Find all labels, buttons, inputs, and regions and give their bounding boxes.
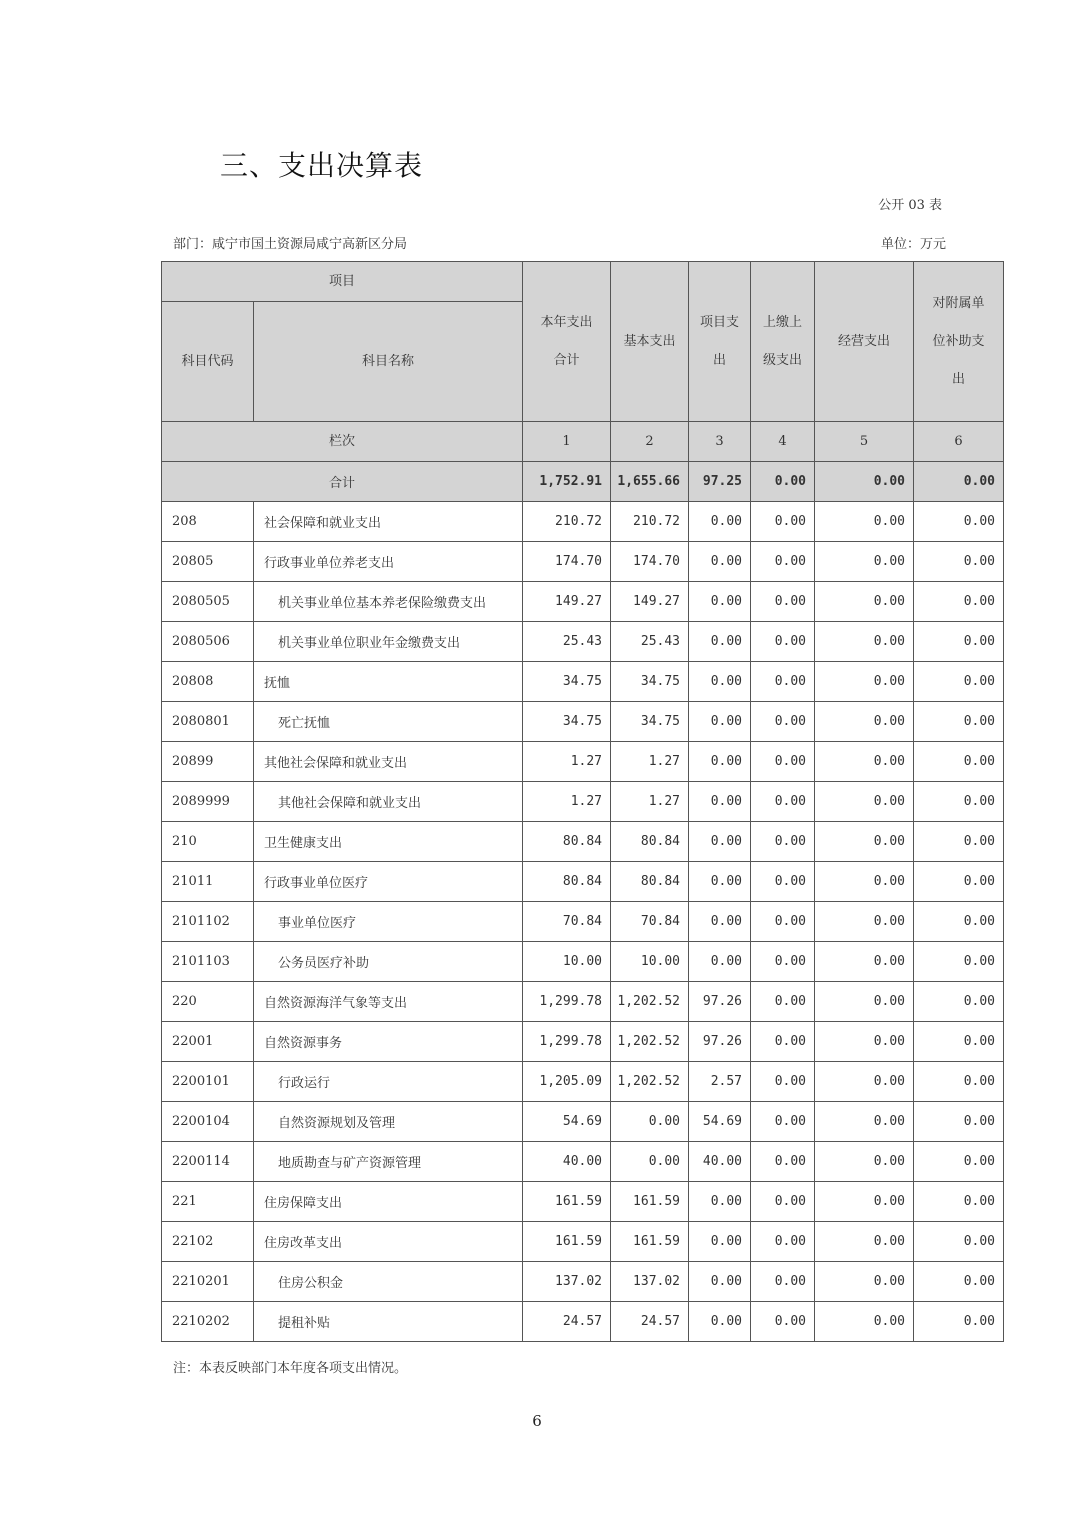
- subject-name-cell: 机关事业单位基本养老保险缴费支出: [254, 582, 523, 622]
- value-cell-5: 0.00: [815, 822, 914, 862]
- table-row: [162, 1102, 1004, 1142]
- value-cell-2: 1,202.52: [611, 1022, 689, 1062]
- value-cell-5: 0.00: [815, 542, 914, 582]
- total-value-4: 0.00: [751, 462, 815, 502]
- table-row: [162, 662, 1004, 702]
- value-cell-5: 0.00: [815, 1262, 914, 1302]
- header-subject-code: 科目代码: [162, 302, 254, 422]
- subject-code-cell: 2200101: [162, 1062, 254, 1102]
- value-cell-2: 161.59: [611, 1222, 689, 1262]
- value-cell-5: 0.00: [815, 902, 914, 942]
- subject-name-cell: 地质勘查与矿产资源管理: [254, 1142, 523, 1182]
- value-cell-3: 0.00: [689, 822, 751, 862]
- table-row: [162, 982, 1004, 1022]
- value-cell-2: 80.84: [611, 822, 689, 862]
- value-cell-2: 80.84: [611, 862, 689, 902]
- subject-code-cell: 2080801: [162, 702, 254, 742]
- subject-name-cell: 住房保障支出: [254, 1182, 523, 1222]
- subject-code-cell: 20805: [162, 542, 254, 582]
- value-cell-5: 0.00: [815, 862, 914, 902]
- value-cell-4: 0.00: [751, 862, 815, 902]
- value-cell-4: 0.00: [751, 782, 815, 822]
- value-cell-4: 0.00: [751, 1262, 815, 1302]
- value-cell-5: 0.00: [815, 582, 914, 622]
- table-row: [162, 822, 1004, 862]
- table-row: [162, 1222, 1004, 1262]
- value-cell-6: 0.00: [914, 1142, 1004, 1182]
- value-cell-5: 0.00: [815, 1182, 914, 1222]
- value-cell-4: 0.00: [751, 742, 815, 782]
- form-code: 公开 03 表: [878, 198, 942, 213]
- subject-code-cell: 221: [162, 1182, 254, 1222]
- value-cell-5: 0.00: [815, 982, 914, 1022]
- value-cell-3: 0.00: [689, 742, 751, 782]
- table-row: [162, 542, 1004, 582]
- table-row: [162, 582, 1004, 622]
- value-cell-1: 24.57: [523, 1302, 611, 1342]
- value-cell-5: 0.00: [815, 782, 914, 822]
- header-index-4: 4: [751, 422, 815, 462]
- value-cell-6: 0.00: [914, 822, 1004, 862]
- table-row: [162, 742, 1004, 782]
- header-col3-label: 项目支出: [700, 314, 740, 368]
- total-value-3: 97.25: [689, 462, 751, 502]
- value-cell-6: 0.00: [914, 662, 1004, 702]
- table-row: [162, 702, 1004, 742]
- subject-name-cell: 提租补贴: [254, 1302, 523, 1342]
- subject-name-cell: 机关事业单位职业年金缴费支出: [254, 622, 523, 662]
- value-cell-5: 0.00: [815, 942, 914, 982]
- value-cell-1: 210.72: [523, 502, 611, 542]
- value-cell-4: 0.00: [751, 1062, 815, 1102]
- value-cell-4: 0.00: [751, 982, 815, 1022]
- table-row: [162, 1262, 1004, 1302]
- subject-name-cell: 其他社会保障和就业支出: [254, 782, 523, 822]
- value-cell-4: 0.00: [751, 582, 815, 622]
- subject-code-cell: 2200114: [162, 1142, 254, 1182]
- subject-name-cell: 自然资源海洋气象等支出: [254, 982, 523, 1022]
- header-index-2: 2: [611, 422, 689, 462]
- value-cell-5: 0.00: [815, 502, 914, 542]
- value-cell-1: 34.75: [523, 702, 611, 742]
- value-cell-2: 210.72: [611, 502, 689, 542]
- table-row: [162, 942, 1004, 982]
- value-cell-6: 0.00: [914, 862, 1004, 902]
- value-cell-3: 97.26: [689, 982, 751, 1022]
- value-cell-3: 0.00: [689, 502, 751, 542]
- value-cell-5: 0.00: [815, 1062, 914, 1102]
- value-cell-6: 0.00: [914, 542, 1004, 582]
- value-cell-4: 0.00: [751, 702, 815, 742]
- header-subject-name: 科目名称: [254, 302, 523, 422]
- subject-code-cell: 20808: [162, 662, 254, 702]
- table-row: [162, 1062, 1004, 1102]
- value-cell-4: 0.00: [751, 1022, 815, 1062]
- value-cell-3: 2.57: [689, 1062, 751, 1102]
- header-col5: 经营支出: [815, 262, 914, 422]
- header-project: 项目: [162, 262, 523, 302]
- value-cell-6: 0.00: [914, 942, 1004, 982]
- value-cell-2: 24.57: [611, 1302, 689, 1342]
- subject-code-cell: 2080506: [162, 622, 254, 662]
- page-title: 三、支出决算表: [220, 149, 424, 182]
- value-cell-4: 0.00: [751, 1302, 815, 1342]
- value-cell-2: 1.27: [611, 782, 689, 822]
- department-label: 部门：咸宁市国土资源局咸宁高新区分局: [173, 237, 408, 252]
- table-row: [162, 782, 1004, 822]
- value-cell-6: 0.00: [914, 902, 1004, 942]
- subject-name-cell: 住房公积金: [254, 1262, 523, 1302]
- value-cell-2: 25.43: [611, 622, 689, 662]
- value-cell-1: 1,205.09: [523, 1062, 611, 1102]
- header-index-5: 5: [815, 422, 914, 462]
- value-cell-6: 0.00: [914, 582, 1004, 622]
- table-row: [162, 1182, 1004, 1222]
- value-cell-2: 149.27: [611, 582, 689, 622]
- total-value-2: 1,655.66: [611, 462, 689, 502]
- header-col3: [689, 262, 751, 422]
- value-cell-5: 0.00: [815, 622, 914, 662]
- value-cell-3: 0.00: [689, 902, 751, 942]
- value-cell-4: 0.00: [751, 542, 815, 582]
- header-col1-label: 本年支出合计: [540, 314, 593, 368]
- subject-code-cell: 220: [162, 982, 254, 1022]
- value-cell-1: 1,299.78: [523, 1022, 611, 1062]
- value-cell-5: 0.00: [815, 1142, 914, 1182]
- table-row: [162, 1022, 1004, 1062]
- subject-code-cell: 20899: [162, 742, 254, 782]
- value-cell-4: 0.00: [751, 622, 815, 662]
- value-cell-6: 0.00: [914, 1102, 1004, 1142]
- value-cell-3: 0.00: [689, 1302, 751, 1342]
- value-cell-3: 0.00: [689, 702, 751, 742]
- value-cell-4: 0.00: [751, 1142, 815, 1182]
- value-cell-3: 0.00: [689, 862, 751, 902]
- subject-name-cell: 行政事业单位养老支出: [254, 542, 523, 582]
- total-value-5: 0.00: [815, 462, 914, 502]
- header-col6: [914, 262, 1004, 422]
- value-cell-5: 0.00: [815, 1102, 914, 1142]
- value-cell-4: 0.00: [751, 662, 815, 702]
- subject-code-cell: 2089999: [162, 782, 254, 822]
- total-value-6: 0.00: [914, 462, 1004, 502]
- value-cell-5: 0.00: [815, 1222, 914, 1262]
- value-cell-6: 0.00: [914, 1062, 1004, 1102]
- value-cell-4: 0.00: [751, 502, 815, 542]
- value-cell-3: 97.26: [689, 1022, 751, 1062]
- value-cell-6: 0.00: [914, 1222, 1004, 1262]
- value-cell-1: 54.69: [523, 1102, 611, 1142]
- subject-code-cell: 2200104: [162, 1102, 254, 1142]
- value-cell-1: 80.84: [523, 822, 611, 862]
- value-cell-3: 0.00: [689, 1222, 751, 1262]
- header-col4-label: 上缴上级支出: [763, 314, 803, 368]
- table-row: [162, 622, 1004, 662]
- value-cell-1: 70.84: [523, 902, 611, 942]
- value-cell-6: 0.00: [914, 622, 1004, 662]
- unit-label: 单位：万元: [880, 237, 946, 252]
- subject-code-cell: 2101102: [162, 902, 254, 942]
- value-cell-5: 0.00: [815, 662, 914, 702]
- header-col1: [523, 262, 611, 422]
- value-cell-1: 149.27: [523, 582, 611, 622]
- subject-code-cell: 2210202: [162, 1302, 254, 1342]
- value-cell-2: 1.27: [611, 742, 689, 782]
- value-cell-2: 161.59: [611, 1182, 689, 1222]
- value-cell-3: 0.00: [689, 942, 751, 982]
- value-cell-1: 1.27: [523, 742, 611, 782]
- value-cell-3: 0.00: [689, 582, 751, 622]
- subject-name-cell: 卫生健康支出: [254, 822, 523, 862]
- page-number: 6: [532, 1412, 542, 1430]
- value-cell-5: 0.00: [815, 1302, 914, 1342]
- value-cell-4: 0.00: [751, 1102, 815, 1142]
- table-row: [162, 1302, 1004, 1342]
- subject-code-cell: 22102: [162, 1222, 254, 1262]
- value-cell-1: 137.02: [523, 1262, 611, 1302]
- value-cell-6: 0.00: [914, 782, 1004, 822]
- value-cell-4: 0.00: [751, 1222, 815, 1262]
- value-cell-6: 0.00: [914, 1262, 1004, 1302]
- header-col2: 基本支出: [611, 262, 689, 422]
- value-cell-2: 0.00: [611, 1142, 689, 1182]
- subject-name-cell: 自然资源规划及管理: [254, 1102, 523, 1142]
- subject-code-cell: 2210201: [162, 1262, 254, 1302]
- table-body: [162, 462, 1004, 1342]
- value-cell-1: 80.84: [523, 862, 611, 902]
- value-cell-2: 1,202.52: [611, 982, 689, 1022]
- value-cell-2: 137.02: [611, 1262, 689, 1302]
- value-cell-6: 0.00: [914, 742, 1004, 782]
- value-cell-1: 174.70: [523, 542, 611, 582]
- value-cell-6: 0.00: [914, 1302, 1004, 1342]
- subject-code-cell: 210: [162, 822, 254, 862]
- value-cell-2: 0.00: [611, 1102, 689, 1142]
- value-cell-4: 0.00: [751, 822, 815, 862]
- value-cell-2: 174.70: [611, 542, 689, 582]
- subject-code-cell: 208: [162, 502, 254, 542]
- value-cell-3: 54.69: [689, 1102, 751, 1142]
- value-cell-1: 34.75: [523, 662, 611, 702]
- value-cell-6: 0.00: [914, 982, 1004, 1022]
- subject-code-cell: 2101103: [162, 942, 254, 982]
- value-cell-2: 70.84: [611, 902, 689, 942]
- value-cell-3: 0.00: [689, 622, 751, 662]
- header-col4: [751, 262, 815, 422]
- subject-name-cell: 死亡抚恤: [254, 702, 523, 742]
- value-cell-4: 0.00: [751, 902, 815, 942]
- subject-name-cell: 行政事业单位医疗: [254, 862, 523, 902]
- value-cell-3: 0.00: [689, 1262, 751, 1302]
- value-cell-1: 161.59: [523, 1182, 611, 1222]
- subject-name-cell: 事业单位医疗: [254, 902, 523, 942]
- value-cell-2: 34.75: [611, 702, 689, 742]
- value-cell-6: 0.00: [914, 1182, 1004, 1222]
- value-cell-1: 1.27: [523, 782, 611, 822]
- value-cell-3: 0.00: [689, 1182, 751, 1222]
- total-label: 合计: [162, 462, 523, 502]
- subject-code-cell: 21011: [162, 862, 254, 902]
- header-row-index: 栏次: [162, 422, 523, 462]
- expenditure-table: [161, 261, 1004, 1342]
- value-cell-3: 0.00: [689, 782, 751, 822]
- subject-name-cell: 公务员医疗补助: [254, 942, 523, 982]
- table-note: 注：本表反映部门本年度各项支出情况。: [173, 1361, 408, 1376]
- value-cell-6: 0.00: [914, 502, 1004, 542]
- value-cell-1: 1,299.78: [523, 982, 611, 1022]
- table-row: [162, 1142, 1004, 1182]
- value-cell-3: 40.00: [689, 1142, 751, 1182]
- value-cell-5: 0.00: [815, 702, 914, 742]
- subject-name-cell: 社会保障和就业支出: [254, 502, 523, 542]
- value-cell-4: 0.00: [751, 1182, 815, 1222]
- table-row: [162, 862, 1004, 902]
- total-row: [162, 462, 1004, 502]
- table-row: [162, 902, 1004, 942]
- value-cell-1: 161.59: [523, 1222, 611, 1262]
- header-index-6: 6: [914, 422, 1004, 462]
- value-cell-2: 34.75: [611, 662, 689, 702]
- value-cell-6: 0.00: [914, 1022, 1004, 1062]
- subject-code-cell: 22001: [162, 1022, 254, 1062]
- value-cell-2: 1,202.52: [611, 1062, 689, 1102]
- table-row: [162, 502, 1004, 542]
- value-cell-1: 10.00: [523, 942, 611, 982]
- value-cell-1: 40.00: [523, 1142, 611, 1182]
- value-cell-3: 0.00: [689, 662, 751, 702]
- value-cell-3: 0.00: [689, 542, 751, 582]
- total-value-1: 1,752.91: [523, 462, 611, 502]
- value-cell-5: 0.00: [815, 1022, 914, 1062]
- header-index-1: 1: [523, 422, 611, 462]
- subject-name-cell: 其他社会保障和就业支出: [254, 742, 523, 782]
- subject-code-cell: 2080505: [162, 582, 254, 622]
- value-cell-6: 0.00: [914, 702, 1004, 742]
- value-cell-4: 0.00: [751, 942, 815, 982]
- subject-name-cell: 住房改革支出: [254, 1222, 523, 1262]
- subject-name-cell: 抚恤: [254, 662, 523, 702]
- subject-name-cell: 行政运行: [254, 1062, 523, 1102]
- header-index-3: 3: [689, 422, 751, 462]
- subject-name-cell: 自然资源事务: [254, 1022, 523, 1062]
- value-cell-5: 0.00: [815, 742, 914, 782]
- value-cell-2: 10.00: [611, 942, 689, 982]
- header-col6-label: 对附属单位补助支出: [932, 295, 985, 387]
- value-cell-1: 25.43: [523, 622, 611, 662]
- table-header: [162, 262, 1004, 462]
